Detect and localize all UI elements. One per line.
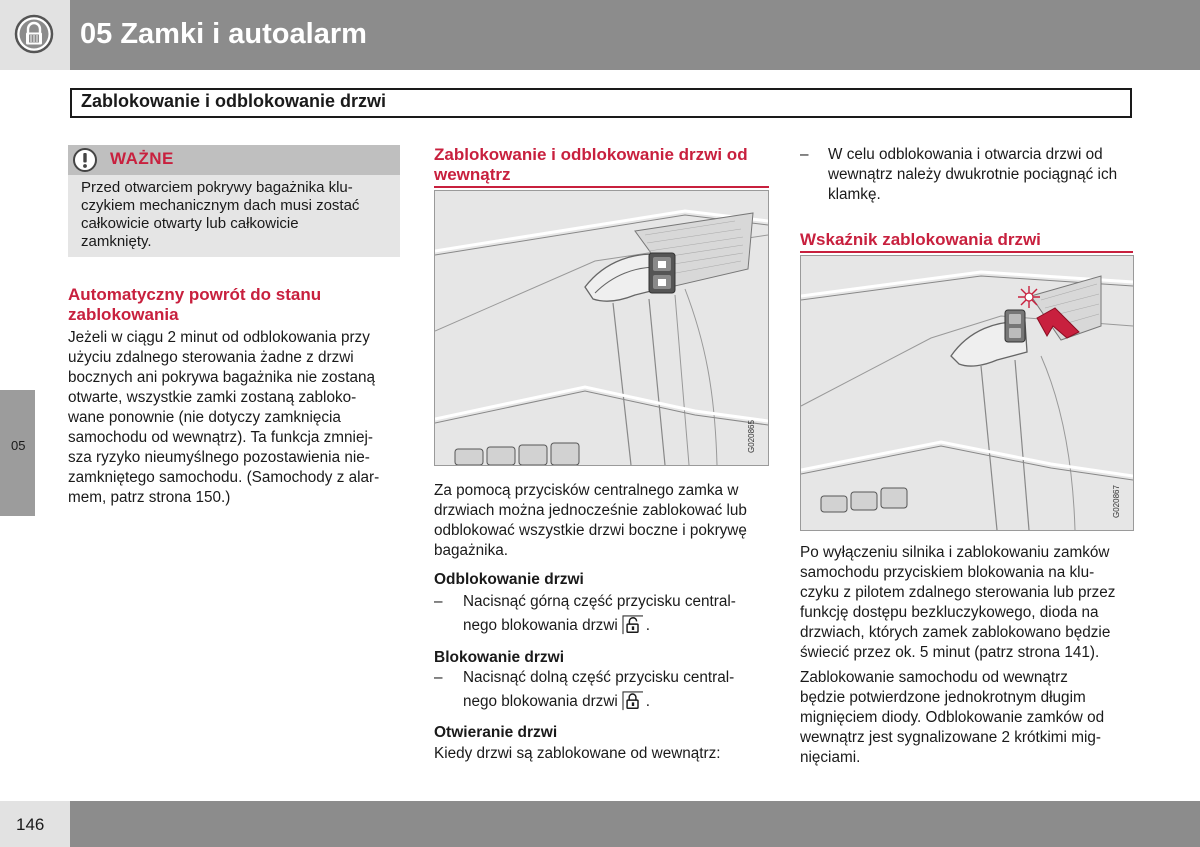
- body-line: nięciami.: [800, 749, 861, 766]
- door-panel-illustration: [435, 191, 768, 465]
- inside-lock-heading: [434, 145, 774, 185]
- unlock-heading: Odblokowanie drzwi: [434, 571, 584, 588]
- auto-relock-body: [68, 328, 403, 508]
- unlock-instruction: [463, 592, 773, 636]
- body-line-with-icon: [463, 615, 773, 636]
- body-line: odblokować wszystkie drzwi boczne i pokrywę: [434, 522, 747, 539]
- open-text: Kiedy drzwi są zablokowane od wewnątrz:: [434, 745, 721, 762]
- body-line: klamkę.: [828, 186, 881, 203]
- lock-dash: –: [434, 669, 443, 686]
- heading-rule: [434, 186, 769, 188]
- body-line: W celu odblokowania i otwarcia drzwi od: [828, 146, 1103, 163]
- body-line: Nacisnąć dolną część przycisku central-: [463, 669, 735, 686]
- padlock-chapter-icon: [14, 14, 54, 54]
- body-line: będzie potwierdzone jednokrotnym długim: [800, 689, 1086, 706]
- lock-instruction: [463, 668, 773, 712]
- body-line-with-icon: [463, 691, 773, 712]
- body-line: sza ryzyko nieumyślnego pozostawienia nie-: [68, 449, 370, 466]
- warning-line: całkowicie otwarty lub całkowicie: [81, 215, 299, 232]
- lock-indicator-para1: [800, 543, 1140, 663]
- central-lock-intro: [434, 481, 774, 561]
- body-line: drzwiach można jednocześnie zablokować lub: [434, 502, 747, 519]
- body-line: mem, patrz strona 150.): [68, 489, 231, 506]
- page-number: 146: [16, 815, 45, 834]
- open-inside-instruction: [828, 145, 1158, 205]
- heading-line: Automatyczny powrót do stanu: [68, 285, 322, 304]
- open-heading: Otwieranie drzwi: [434, 724, 558, 741]
- warning-label: WAŻNE: [110, 149, 174, 168]
- body-line: Zablokowanie samochodu od wewnątrz: [800, 669, 1068, 686]
- figure-code: G020865: [747, 420, 756, 453]
- lock-button-icon: [620, 691, 646, 711]
- heading-rule: [800, 251, 1133, 253]
- lock-heading: Blokowanie drzwi: [434, 649, 565, 666]
- lock-indicator-figure: [800, 255, 1134, 531]
- unlock-button-icon: [620, 615, 646, 635]
- lock-indicator-para2: [800, 668, 1140, 768]
- body-line: Nacisnąć górną część przycisku central-: [463, 593, 736, 610]
- warning-exclamation-icon: [72, 147, 98, 173]
- body-text: .: [645, 617, 651, 634]
- body-line: świecić przez ok. 5 minut (patrz strona 141).: [800, 644, 1100, 661]
- body-text: nego blokowania drzwi: [463, 693, 618, 710]
- body-line: wewnątrz jest sygnalizowane 2 krótkimi mig-: [800, 729, 1101, 746]
- body-line: otwarte, wszystkie zamki zostaną zabloko-: [68, 389, 357, 406]
- lock-indicator-heading: Wskaźnik zablokowania drzwi: [800, 230, 1041, 249]
- unlock-dash: –: [434, 593, 443, 610]
- body-line: zamkniętego samochodu. (Samochody z alar-: [68, 469, 380, 486]
- auto-relock-heading: [68, 285, 403, 325]
- section-title: Zablokowanie i odblokowanie drzwi: [81, 91, 387, 111]
- door-lock-button-figure: [434, 190, 769, 466]
- body-line: wewnątrz należy dwukrotnie pociągnąć ich: [828, 166, 1118, 183]
- body-line: samochodu przyciskiem blokowania na klu-: [800, 564, 1095, 581]
- warning-line: Przed otwarciem pokrywy bagażnika klu-: [81, 179, 353, 196]
- body-line: Po wyłączeniu silnika i zablokowaniu zamków: [800, 544, 1110, 561]
- chapter-side-tab-label: 05: [11, 438, 26, 453]
- body-line: Jeżeli w ciągu 2 minut od odblokowania przy: [68, 329, 370, 346]
- open-inside-dash: –: [800, 146, 809, 163]
- body-line: samochodu od wewnątrz). Ta funkcja zmniej-: [68, 429, 373, 446]
- footer-bar: [70, 801, 1200, 847]
- body-line: drzwiach, których zamek zablokowano będzie: [800, 624, 1111, 641]
- warning-line: zamknięty.: [81, 233, 152, 250]
- figure-code: G020867: [1112, 485, 1121, 518]
- body-line: funkcję dostępu bezkluczykowego, dioda na: [800, 604, 1099, 621]
- body-line: bocznych ani pokrywa bagażnika nie zostaną: [68, 369, 375, 386]
- body-line: bagażnika.: [434, 542, 508, 559]
- body-line: wane ponownie (nie dotyczy zamknięcia: [68, 409, 341, 426]
- body-text: nego blokowania drzwi: [463, 617, 618, 634]
- body-line: mignięciem diody. Odblokowanie zamków od: [800, 709, 1105, 726]
- chapter-side-tab: [0, 390, 35, 516]
- body-line: użyciu zdalnego sterowania żadne z drzwi: [68, 349, 354, 366]
- body-line: czyku z pilotem zdalnego sterowania lub przez: [800, 584, 1116, 601]
- body-text: .: [645, 693, 651, 710]
- heading-line: wewnątrz: [434, 165, 511, 184]
- body-line: Za pomocą przycisków centralnego zamka w: [434, 482, 739, 499]
- warning-line: czykiem mechanicznym dach musi zostać: [81, 197, 360, 214]
- door-led-illustration: [801, 256, 1133, 530]
- chapter-title: 05 Zamki i autoalarm: [80, 18, 367, 50]
- heading-line: zablokowania: [68, 305, 179, 324]
- warning-text: [81, 179, 391, 251]
- heading-line: Zablokowanie i odblokowanie drzwi od: [434, 145, 748, 164]
